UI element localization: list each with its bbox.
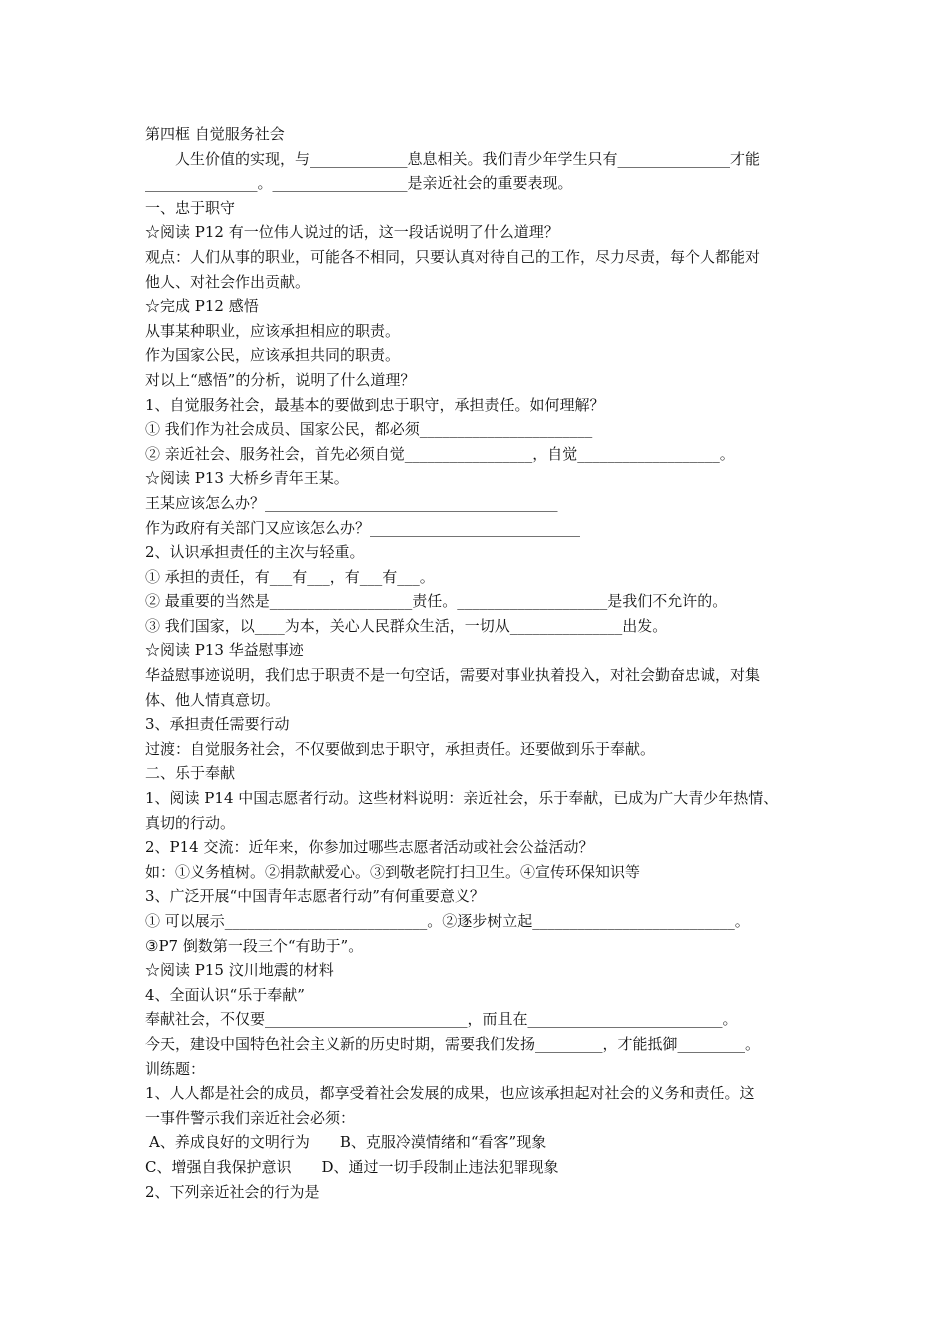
- reading-task-p12: ☆阅读 P12 有一位伟人说过的话，这一段话说明了什么道理？: [145, 223, 559, 242]
- intro-line-1: 人生价值的实现，与_____________息息相关。我们青少年学生只有_______________才能: [175, 149, 761, 168]
- intro-line-2: _______________。__________________是亲近社会的重要表现。: [145, 174, 573, 193]
- point-2a: ① 承担的责任，有___有___，有___有___。: [145, 567, 435, 586]
- viewpoint-line-1: 观点：人们从事的职业，可能各不相同，只要认真对待自己的工作，尽力尽责，每个人都能对: [145, 247, 761, 266]
- reading-task-p15: ☆阅读 P15 汶川地震的材料: [145, 961, 334, 980]
- point-1a: ① 我们作为社会成员、国家公民，都必须_______________________: [145, 420, 593, 439]
- page-title: 第四框 自觉服务社会: [145, 125, 285, 143]
- point-4b: 今天，建设中国特色社会主义新的历史时期，需要我们发扬_________，才能抵御_________。: [145, 1034, 761, 1053]
- document-body: [145, 122, 810, 1204]
- point-2b: ② 最重要的当然是___________________责任。____________________是我们不允许的。: [145, 592, 728, 611]
- transition: 过渡：自觉服务社会，不仅要做到忠于职守，承担责任。还要做到乐于奉献。: [145, 739, 656, 758]
- exchange-question: 2、P14 交流：近年来，你参加过哪些志愿者活动或社会公益活动？: [145, 838, 594, 857]
- point-1b: ② 亲近社会、服务社会，首先必须自觉_________________，自觉___________________。: [145, 444, 735, 463]
- volunteer-line-1: 1、阅读 P14 中国志愿者行动。这些材料说明：亲近社会，乐于奉献，已成为广大青少年热情、: [145, 789, 779, 808]
- examples: 如：①义务植树。②捐款献爱心。③到敬老院打扫卫生。④宣传环保知识等: [145, 862, 641, 881]
- question-1-line-2: 一事件警示我们亲近社会必须：: [145, 1108, 356, 1127]
- point-3: 3、承担责任需要行动: [145, 715, 290, 734]
- hua-line-1: 华益慰事迹说明，我们忠于职责不是一句空话，需要对事业执着投入，对社会勤奋忠诚，对集: [145, 666, 761, 685]
- analysis-question: 对以上“感悟”的分析，说明了什么道理？: [145, 370, 416, 389]
- reading-task-p13-hua: ☆阅读 P13 华益慰事迹: [145, 641, 304, 660]
- question-1-options-cd: C、增强自我保护意识 D、通过一切手段制止违法犯罪现象: [145, 1157, 559, 1176]
- question-2: 2、下列亲近社会的行为是: [145, 1182, 320, 1201]
- point-2: 2、认识承担责任的主次与轻重。: [145, 543, 365, 562]
- question-1-line-1: 1、人人都是社会的成员，都享受着社会发展的成果，也应该承担起对社会的义务和责任。这: [145, 1084, 755, 1103]
- exercises-heading: 训练题：: [145, 1059, 206, 1078]
- point-4: 4、全面认识“乐于奉献”: [145, 985, 305, 1004]
- section-2-heading: 二、乐于奉献: [145, 764, 236, 783]
- significance-question: 3、广泛开展“中国青年志愿者行动”有何重要意义？: [145, 887, 485, 906]
- question-1-options-ab: A、养成良好的文明行为 B、克服冷漠情绪和“看客”现象: [149, 1133, 547, 1152]
- significance-b: ③P7 倒数第一段三个“有助于”。: [145, 936, 364, 955]
- point-2c: ③ 我们国家，以____为本，关心人民群众生活，一切从_______________出发。: [145, 616, 668, 635]
- viewpoint-line-2: 他人、对社会作出贡献。: [145, 272, 311, 291]
- wang-question: 王某应该怎么办？_______________________________________: [145, 493, 558, 512]
- hua-line-2: 体、他人情真意切。: [145, 690, 281, 709]
- point-4a: 奉献社会，不仅要___________________________，而且在__________________________。: [145, 1010, 738, 1029]
- point-1: 1、自觉服务社会，最基本的要做到忠于职守，承担责任。如何理解？: [145, 395, 605, 414]
- volunteer-line-2: 真切的行动。: [145, 813, 236, 832]
- duty-line-2: 作为国家公民，应该承担共同的职责。: [145, 346, 401, 365]
- reading-task-p13-wang: ☆阅读 P13 大桥乡青年王某。: [145, 469, 349, 488]
- government-question: 作为政府有关部门又应该怎么办？____________________________: [145, 518, 581, 537]
- duty-line-1: 从事某种职业，应该承担相应的职责。: [145, 321, 401, 340]
- significance-a: ① 可以展示___________________________。②逐步树立起___________________________。: [145, 912, 750, 930]
- section-1-heading: 一、忠于职守: [145, 198, 236, 217]
- task-p12-insight: ☆完成 P12 感悟: [145, 297, 259, 316]
